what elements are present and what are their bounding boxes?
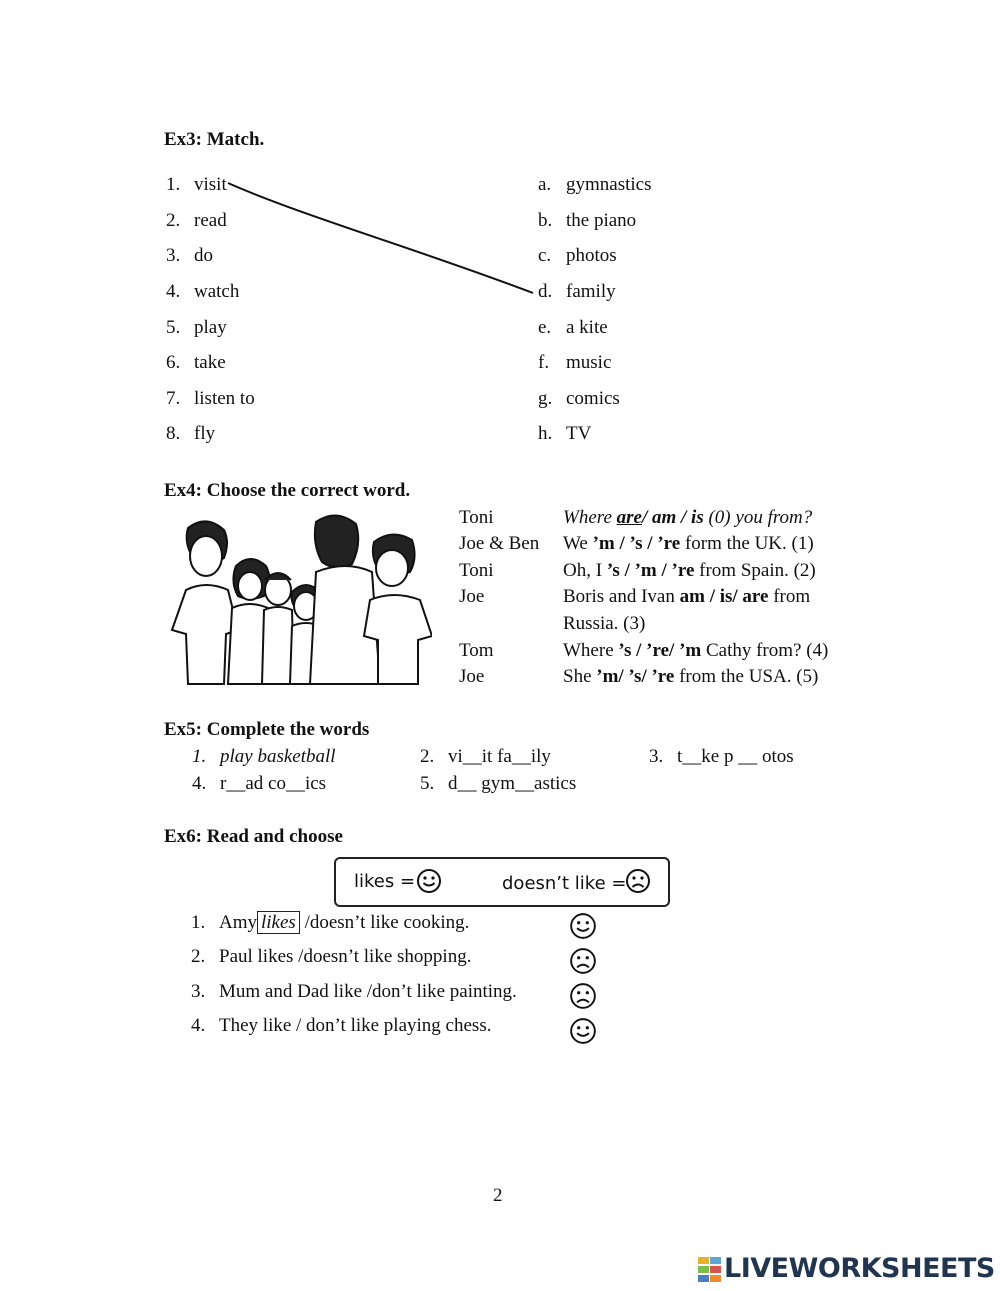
happy-face-icon — [569, 912, 597, 940]
ex3-right-item: h. TV — [538, 423, 592, 444]
ex4-line: Where ’s / ’re/ ’m Cathy from? (4) — [563, 640, 829, 661]
ex3-left-item: 1. visit — [166, 174, 227, 195]
ex3-left-item: 8. fly — [166, 423, 216, 444]
ex3-left-item: 6. take — [166, 352, 226, 373]
ex5-item[interactable]: 5. d__ gym__astics — [420, 773, 577, 794]
ex4-example-answer: are — [616, 507, 642, 528]
ex3-left-item: 3. do — [166, 245, 213, 266]
ex4-line: We ’m / ’s / ’re form the UK. (1) — [563, 533, 814, 554]
ex3-right-item: a. gymnastics — [538, 174, 652, 195]
brand-logo — [698, 1253, 995, 1284]
sad-face-icon — [625, 868, 651, 894]
ex4-speaker: Toni — [459, 560, 494, 581]
ex4-line: Oh, I ’s / ’m / ’re from Spain. (2) — [563, 560, 816, 581]
ex4-line: Russia. (3) — [563, 613, 646, 634]
ex3-right-item: d. family — [538, 281, 616, 302]
ex5-item[interactable]: 2. vi__it fa__ily — [420, 746, 551, 767]
legend-likes-label: likes = — [354, 871, 416, 892]
ex3-left-item: 2. read — [166, 210, 227, 231]
ex6-item: 1. Amy likes /doesn’t like cooking. — [191, 912, 470, 933]
ex4-speaker: Joe — [459, 586, 485, 607]
ex3-right-item: f. music — [538, 352, 612, 373]
ex4-options[interactable]: ’m / ’s / ’re — [592, 533, 681, 554]
ex3-right-item: b. the piano — [538, 210, 637, 231]
ex3-right-item: c. photos — [538, 245, 617, 266]
kids-illustration — [166, 508, 432, 688]
ex6-example-answer: likes — [257, 911, 300, 934]
ex4-options[interactable]: am / is/ are — [679, 586, 769, 607]
ex4-speaker: Tom — [459, 640, 494, 661]
ex3-right-item: g. comics — [538, 388, 620, 409]
ex4-options[interactable]: ’s / ’re/ ’m — [618, 640, 702, 661]
ex6-title: Ex6: Read and choose — [164, 826, 343, 847]
ex6-legend — [334, 857, 670, 907]
legend-doesnt-like-label: doesn’t like = — [502, 873, 627, 894]
ex4-line: Boris and Ivan am / is/ are from — [563, 586, 811, 607]
ex4-options[interactable]: ’m/ ’s/ ’re — [596, 666, 675, 687]
ex3-left-item: 7. listen to — [166, 388, 255, 409]
ex6-item[interactable]: 2. Paul likes /doesn’t like shopping. — [191, 946, 472, 967]
ex5-title: Ex5: Complete the words — [164, 719, 370, 740]
brand-name: LIVEWORKSHEETS — [724, 1253, 995, 1284]
ex5-item: 1. play basketball — [192, 746, 336, 767]
ex4-title: Ex4: Choose the correct word. — [164, 480, 411, 501]
happy-face-icon — [416, 868, 442, 894]
page-number: 2 — [493, 1185, 503, 1206]
ex5-item[interactable]: 4. r__ad co__ics — [192, 773, 327, 794]
ex4-options[interactable]: ’s / ’m / ’re — [606, 560, 695, 581]
sad-face-icon — [569, 982, 597, 1010]
ex6-item[interactable]: 3. Mum and Dad like /don’t like painting. — [191, 981, 517, 1002]
ex5-item[interactable]: 3. t__ke p __ otos — [649, 746, 794, 767]
ex3-left-item: 5. play — [166, 317, 227, 338]
happy-face-icon — [569, 1017, 597, 1045]
ex4-speaker: Toni — [459, 507, 494, 528]
ex6-item[interactable]: 4. They like / don’t like playing chess. — [191, 1015, 492, 1036]
ex3-match-line — [0, 0, 1000, 460]
ex3-right-item: e. a kite — [538, 317, 608, 338]
ex4-line: She ’m/ ’s/ ’re from the USA. (5) — [563, 666, 819, 687]
sad-face-icon — [569, 947, 597, 975]
ex3-title: Ex3: Match. — [164, 129, 265, 150]
ex4-speaker: Joe — [459, 666, 485, 687]
ex4-line: Where are/ am / is (0) you from? — [563, 507, 813, 528]
liveworksheets-logo-icon — [698, 1257, 722, 1283]
ex4-speaker: Joe & Ben — [459, 533, 540, 554]
ex3-left-item: 4. watch — [166, 281, 240, 302]
